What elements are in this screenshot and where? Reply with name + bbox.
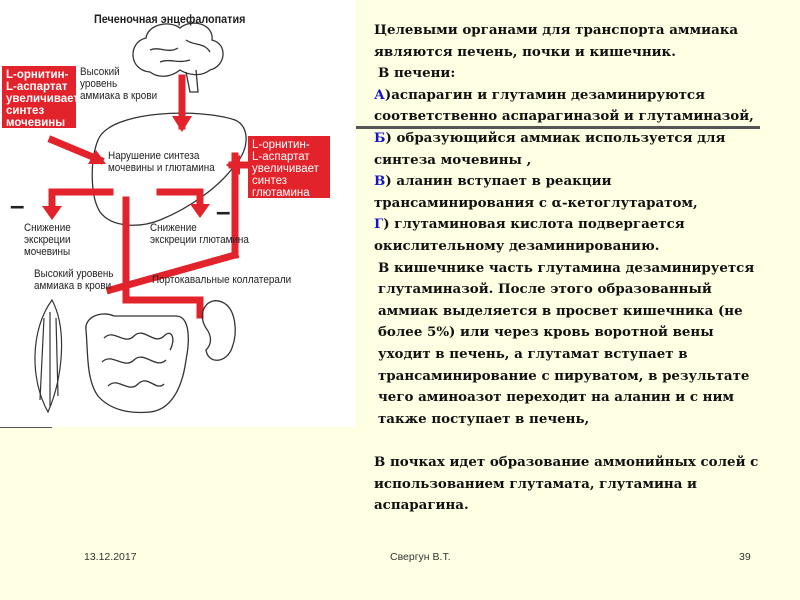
footer-page-number: 39 <box>739 551 751 563</box>
minus-left: – <box>10 190 25 220</box>
red-box-glutamine-synthesis: L-орнитин- L-аспартат увеличивает синтез глютамина <box>248 136 330 198</box>
point-v-text: ) аланин вступает в реакции трансаминирования с α-кетоглутаратом, <box>374 173 698 211</box>
kidneys-paragraph: В почках идет образование аммонийных солей с использованием глутамата, глутамина и аспарагина. <box>374 454 759 514</box>
diagram-title: Печеночная энцефалопатия <box>94 12 246 26</box>
portocaval-label: Портокавальные коллатерали <box>152 274 292 286</box>
glutamine-excretion-label: Снижение экскреции глютамина <box>150 222 249 246</box>
mark-b: Б <box>374 129 386 146</box>
liver-label: Нарушение синтеза мочевины и глютамина <box>108 150 215 174</box>
mark-a: А <box>374 86 385 103</box>
point-g <box>374 214 759 257</box>
intestine-icon <box>86 314 188 413</box>
point-b-text: ) образующийся аммиак используется для синтеза мочевины , <box>374 129 726 168</box>
intestine-paragraph: В кишечнике часть глутамина дезаминируется глутаминазой. После этого образованный аммиак выделяется в просвет кишечника (не более 5%) или через кровь воротной вены уходит в печень, а глутамат вступает в трансаминирование с пируватом, в результате чего аминоазот переходит на аланин и с ним также поступает в печень, <box>378 259 755 427</box>
diagram-panel <box>0 0 355 427</box>
bottom-rule <box>0 427 52 428</box>
kidney-icon <box>202 301 235 361</box>
red-box-urea-synthesis: L-орнитин- L-аспартат увеличивает синтез мочевины <box>2 66 76 128</box>
footer-author: Свергун В.Т. <box>390 551 451 563</box>
minus-right: – <box>216 196 231 226</box>
point-g-text: ) глутаминовая кислота подвергается окислительному дезаминированию. <box>374 216 685 254</box>
point-a-text: )аспарагин и глутамин дезаминируются соответственно аспарагиназой и глутаминазой, <box>374 86 754 125</box>
liver-heading: В печени: <box>378 65 456 82</box>
high-ammonia-brain-label: Высокий уровень аммиака в крови <box>80 66 158 102</box>
diagram-graphics <box>0 0 355 427</box>
body-text <box>374 20 759 517</box>
urea-excretion-label: Снижение экскреции мочевины <box>24 222 71 258</box>
spacer <box>374 430 759 452</box>
intro-paragraph: Целевыми органами для транспорта аммиака являются печень, почки и кишечник. <box>374 22 739 60</box>
high-ammonia-blood-label: Высокий уровень аммиака в крови <box>34 268 114 292</box>
liver-points <box>374 85 759 171</box>
mark-g: Г <box>374 216 384 233</box>
footer-date: 13.12.2017 <box>84 551 137 563</box>
point-v <box>374 171 759 214</box>
muscle-icon <box>35 300 62 412</box>
mark-v: В <box>374 173 386 190</box>
